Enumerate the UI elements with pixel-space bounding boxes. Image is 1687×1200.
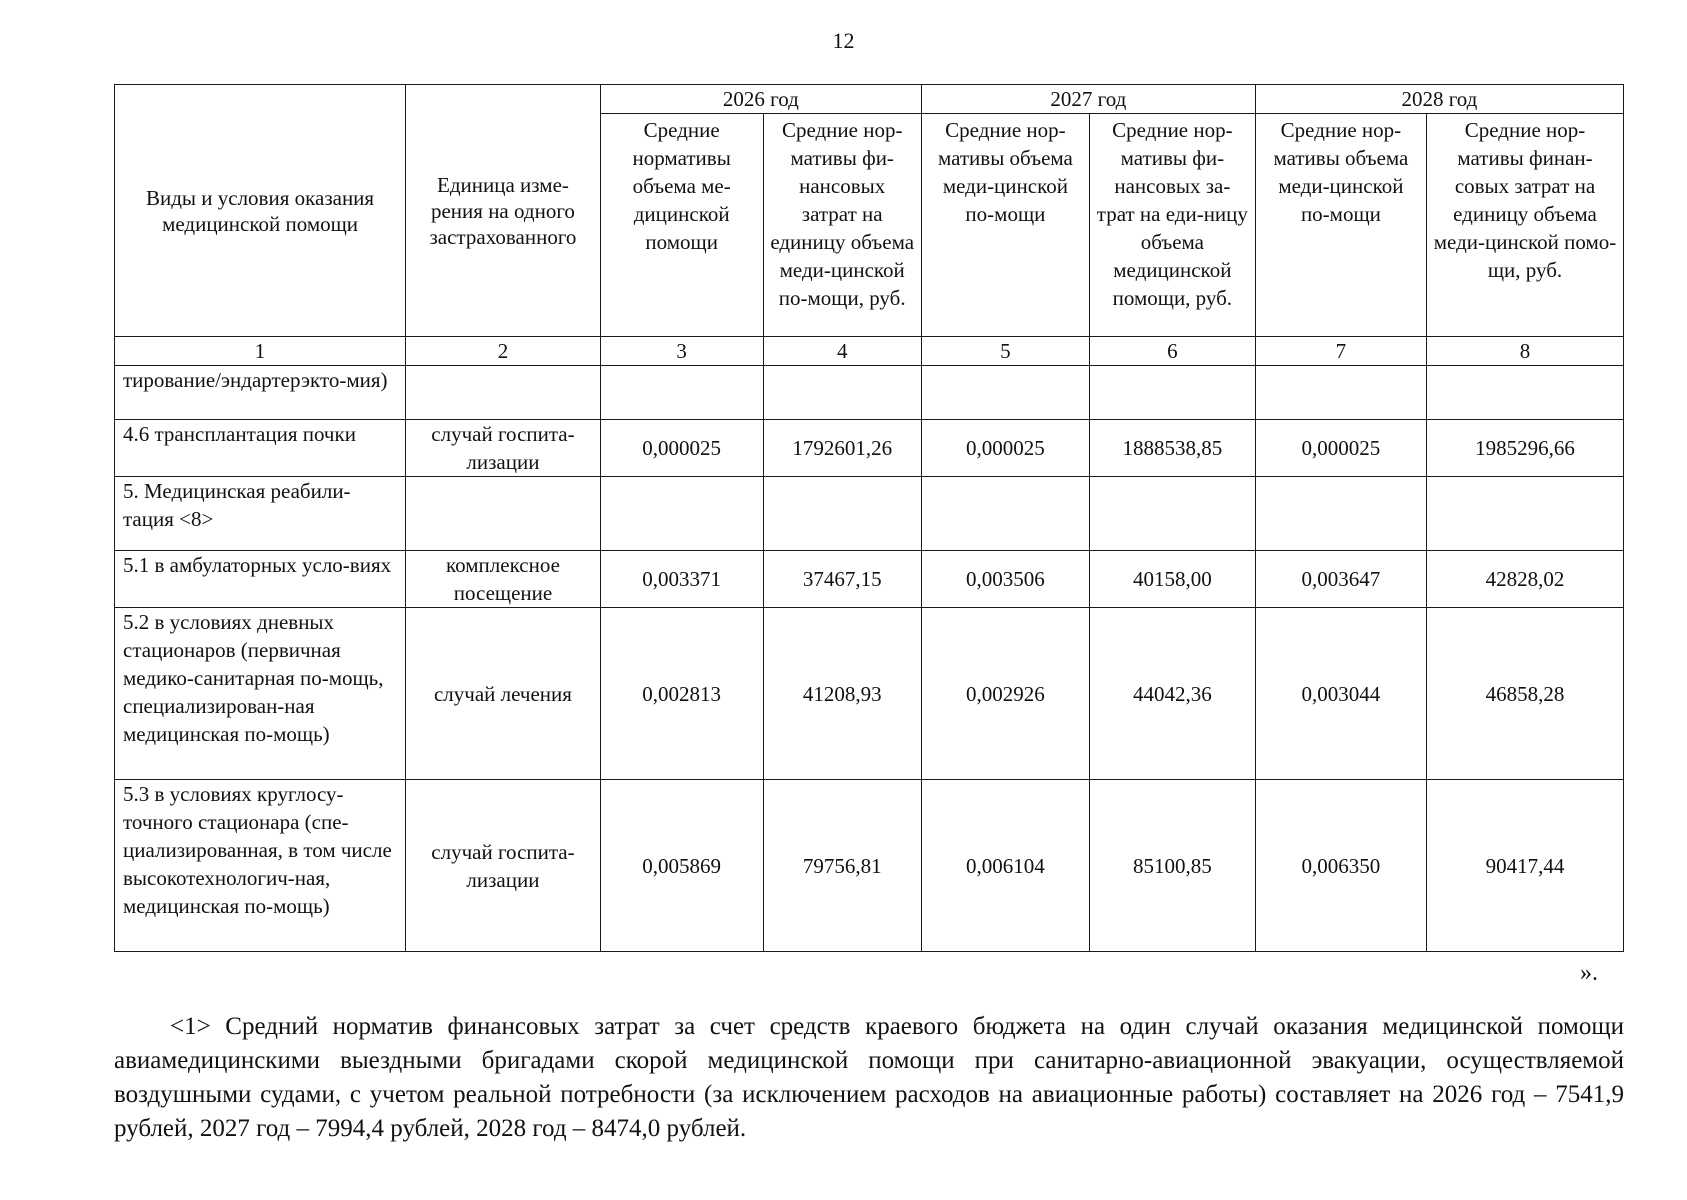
value-cell: 79756,81 [763, 780, 921, 952]
value-cell [600, 366, 763, 420]
value-cell: 37467,15 [763, 551, 921, 608]
page-number: 12 [832, 28, 855, 53]
subheader-volume-2027: Средние нор-мативы объема меди-цинской по-мощи [921, 114, 1089, 337]
table-row [115, 477, 1624, 551]
column-number: 4 [763, 337, 921, 366]
header-kind: Виды и условия оказания медицинской помощи [115, 85, 406, 337]
value-cell: 90417,44 [1427, 780, 1624, 952]
subheader-volume-2028: Средние нор-мативы объема меди-цинской по-мощи [1255, 114, 1426, 337]
value-cell: 44042,36 [1089, 608, 1255, 780]
value-cell: 1792601,26 [763, 420, 921, 477]
value-cell: 1888538,85 [1089, 420, 1255, 477]
value-cell: 0,002813 [600, 608, 763, 780]
subheader-cost-2026: Средние нор-мативы фи-нансовых затрат на единицу объема меди-цинской по-мощи, руб. [763, 114, 921, 337]
value-cell [921, 477, 1089, 551]
column-number: 5 [921, 337, 1089, 366]
unit-cell: случай лечения [406, 608, 601, 780]
unit-cell [406, 366, 601, 420]
column-number: 8 [1427, 337, 1624, 366]
value-cell: 0,006104 [921, 780, 1089, 952]
table-row [115, 608, 1624, 780]
unit-cell: случай госпита-лизации [406, 420, 601, 477]
closing-quote-mark: ». [1580, 960, 1598, 986]
care-kind-cell: 5.2 в условиях дневных стационаров (первичная медико-санитарная по-мощь, специализирован-ная медицинская по-мощь) [115, 608, 406, 780]
value-cell [1427, 366, 1624, 420]
unit-cell: комплексное посещение [406, 551, 601, 608]
value-cell: 0,003371 [600, 551, 763, 608]
value-cell: 46858,28 [1427, 608, 1624, 780]
value-cell: 0,000025 [921, 420, 1089, 477]
value-cell: 85100,85 [1089, 780, 1255, 952]
column-number-row [115, 337, 1624, 366]
subheader-cost-2027: Средние нор-мативы фи-нансовых за-трат на еди-ницу объема медицинской помощи, руб. [1089, 114, 1255, 337]
table-row [115, 780, 1624, 952]
value-cell: 0,000025 [600, 420, 763, 477]
table-row [115, 420, 1624, 477]
column-number: 3 [600, 337, 763, 366]
care-kind-cell: 5.1 в амбулаторных усло-виях [115, 551, 406, 608]
value-cell [763, 477, 921, 551]
value-cell: 0,003044 [1255, 608, 1426, 780]
header-year-2027: 2027 год [921, 85, 1255, 114]
care-kind-cell: 5.3 в условиях круглосу-точного стационара (спе-циализированная, в том числе высокотехнологич-ная, медицинская по-мощь) [115, 780, 406, 952]
norms-table [114, 84, 1624, 952]
column-number: 1 [115, 337, 406, 366]
column-number: 7 [1255, 337, 1426, 366]
value-cell [1255, 477, 1426, 551]
care-kind-cell: 5. Медицинская реабили-тация <8> [115, 477, 406, 551]
column-number: 6 [1089, 337, 1255, 366]
value-cell [600, 477, 763, 551]
value-cell: 0,000025 [1255, 420, 1426, 477]
value-cell: 42828,02 [1427, 551, 1624, 608]
header-year-2028: 2028 год [1255, 85, 1623, 114]
table-row [115, 551, 1624, 608]
value-cell: 41208,93 [763, 608, 921, 780]
care-kind-cell: тирование/эндартерэкто-мия) [115, 366, 406, 420]
column-number: 2 [406, 337, 601, 366]
value-cell: 40158,00 [1089, 551, 1255, 608]
value-cell: 0,006350 [1255, 780, 1426, 952]
subheader-volume-2026: Средние нормативы объема ме-дицинской помощи [600, 114, 763, 337]
table-row [115, 366, 1624, 420]
header-year-2026: 2026 год [600, 85, 921, 114]
care-kind-cell: 4.6 трансплантация почки [115, 420, 406, 477]
year-header-row [115, 85, 1624, 114]
subheader-cost-2028: Средние нор-мативы финан-совых затрат на единицу объема меди-цинской помо-щи, руб. [1427, 114, 1624, 337]
value-cell [1427, 477, 1624, 551]
value-cell: 0,003506 [921, 551, 1089, 608]
value-cell [763, 366, 921, 420]
unit-cell [406, 477, 601, 551]
value-cell: 0,005869 [600, 780, 763, 952]
value-cell [1089, 366, 1255, 420]
value-cell: 0,002926 [921, 608, 1089, 780]
unit-cell: случай госпита-лизации [406, 780, 601, 952]
value-cell [1255, 366, 1426, 420]
value-cell [921, 366, 1089, 420]
header-unit: Единица изме-рения на одного застрахованного [406, 85, 601, 337]
value-cell [1089, 477, 1255, 551]
value-cell: 0,003647 [1255, 551, 1426, 608]
footnote-text: <1> Средний норматив финансовых затрат за счет средств краевого бюджета на один случай оказания медицинской помощи авиамедицинскими выездными бригадами скорой медицинской помощи при санитарно-авиационной эвакуации, осуществляемой воздушными судами, с учетом реальной потребности (за исключением расходов на авиационные работы) составляет на 2026 год – 7541,9 рублей, 2027 год – 7994,4 рублей, 2028 год – 8474,0 рублей. [114, 1013, 1624, 1142]
value-cell: 1985296,66 [1427, 420, 1624, 477]
